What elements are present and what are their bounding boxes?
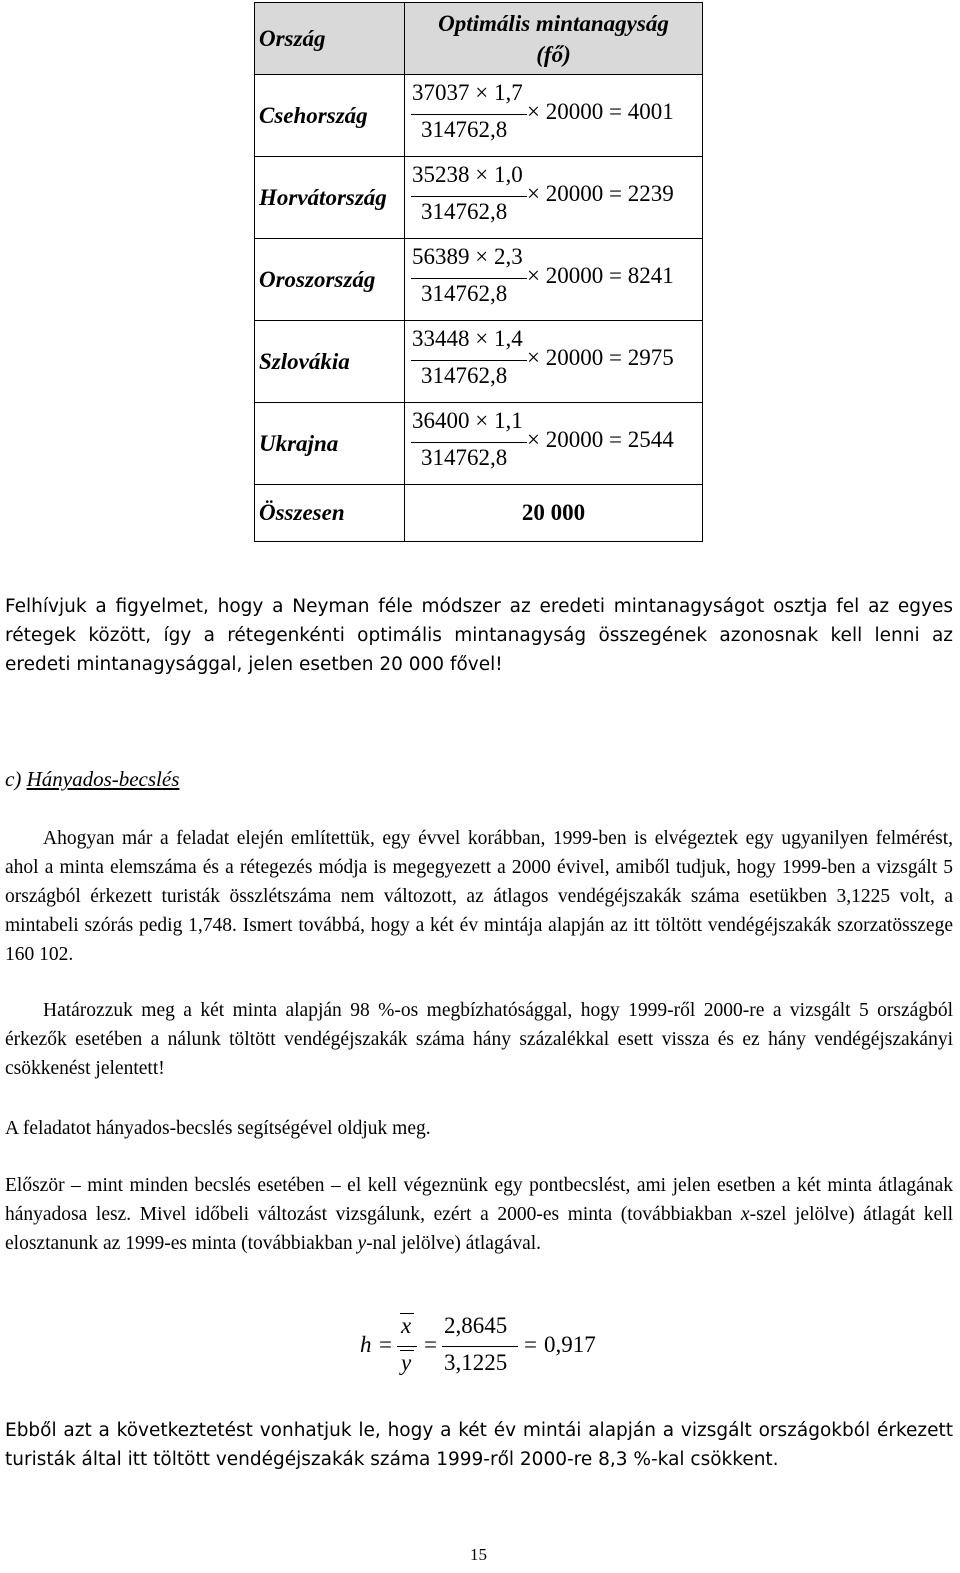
formula-denominator: 314762,8: [421, 445, 508, 470]
conclusion-paragraph: Ebből azt a következtetést vonhatjuk le, hogy a két év mintái alapján a vizsgált országokból érkezett turisták által itt töltött vendégéjszakák száma 1999-ről 2000-re 8,3 %-kal csökkent.: [5, 1420, 953, 1470]
eq-overline-y: [400, 1350, 414, 1351]
page-number: 15: [470, 1545, 487, 1564]
table-row: [255, 321, 703, 403]
section-letter: c): [5, 767, 22, 791]
section-heading: [5, 767, 179, 792]
header-sample-line2: (fő): [536, 41, 571, 67]
eq-numerator: 2,8645: [444, 1313, 508, 1338]
point-estimate-text-a: Először – mint minden becslés esetében – el kell végeznünk egy pontbecslést, ami jelen esetben a két minta átlagának hányadosa lesz. Mivel időbeli változást vizsgálunk, ezért a 2000-es minta (továbbiakban: [5, 1175, 953, 1225]
fraction-bar: [411, 360, 527, 361]
eq-sign-2: =: [424, 1332, 437, 1357]
formula-result: × 20000 = 2239: [527, 181, 674, 206]
formula-result: × 20000 = 2544: [527, 427, 674, 452]
country-cell: Csehország: [255, 75, 405, 157]
var-y: y: [357, 1233, 367, 1254]
formula-denominator: 314762,8: [421, 117, 508, 142]
var-x: x: [740, 1204, 750, 1225]
eq-denominator: 3,1225: [444, 1350, 508, 1375]
formula-cell: [405, 403, 703, 485]
point-estimate-paragraph: [5, 1171, 953, 1258]
eq-y-bar: y: [401, 1350, 412, 1375]
formula-numerator: 35238 × 1,0: [412, 162, 523, 187]
ratio-equation: [360, 1313, 620, 1378]
formula-numerator: 36400 × 1,1: [412, 408, 523, 433]
table-row: [255, 157, 703, 239]
task-paragraph: Határozzuk meg a két minta alapján 98 %-os megbízhatósággal, hogy 1999-ről 2000-re a vizsgált 5 országból érkezők esetében a nálunk töltött vendégéjszakák száma hány százalékkal esett vissza és ez hány vendégéjszakányi csökkenést jelentett!: [5, 1000, 953, 1079]
formula-denominator: 314762,8: [421, 281, 508, 306]
formula-result: × 20000 = 2975: [527, 345, 674, 370]
eq-overline-x: [400, 1313, 414, 1314]
method-paragraph: A feladatot hányados-becslés segítségével oldjuk meg.: [5, 1118, 431, 1139]
table-row: [255, 403, 703, 485]
eq-result: 0,917: [544, 1332, 596, 1357]
neyman-note-paragraph: Felhívjuk a figyelmet, hogy a Neyman féle módszer az eredeti mintanagyságot osztja fel az egyes rétegek között, így a rétegenkénti optimális mintanagyság összegének azonosnak kell lenni az eredeti mintanagysággal, jelen esetben 20 000 fővel!: [5, 596, 953, 675]
sample-size-table: [254, 2, 703, 542]
fraction-bar: [411, 196, 527, 197]
total-value: 20 000: [405, 485, 703, 542]
fraction-bar: [411, 278, 527, 279]
formula-cell: [405, 157, 703, 239]
formula-cell: [405, 75, 703, 157]
formula-numerator: 33448 × 1,4: [412, 326, 523, 351]
eq-sign-3: =: [524, 1332, 537, 1357]
country-cell: Horvátország: [255, 157, 405, 239]
header-sample-line1: Optimális mintanagyság: [438, 10, 669, 36]
eq-sign-1: =: [379, 1332, 392, 1357]
country-cell: Szlovákia: [255, 321, 405, 403]
header-country: Ország: [255, 3, 405, 75]
fraction-bar: [411, 114, 527, 115]
section-title: Hányados-becslés: [26, 767, 180, 791]
eq-x-bar: x: [401, 1313, 412, 1338]
eq-fraction-bar-2: [442, 1346, 518, 1347]
country-cell: Ukrajna: [255, 403, 405, 485]
formula-denominator: 314762,8: [421, 363, 508, 388]
header-sample-size: [405, 3, 703, 75]
formula-cell: [405, 321, 703, 403]
total-label: Összesen: [255, 485, 405, 542]
table-header-row: [255, 3, 703, 75]
formula-numerator: 37037 × 1,7: [412, 80, 523, 105]
eq-h: h: [360, 1332, 372, 1357]
eq-fraction-bar-1: [397, 1346, 417, 1347]
formula-result: × 20000 = 8241: [527, 263, 674, 288]
formula-numerator: 56389 × 2,3: [412, 244, 523, 269]
table-row: [255, 75, 703, 157]
formula-denominator: 314762,8: [421, 199, 508, 224]
table-total-row: [255, 485, 703, 542]
fraction-bar: [411, 442, 527, 443]
intro-paragraph: Ahogyan már a feladat elején említettük, egy évvel korábban, 1999-ben is elvégeztek egy ugyanilyen felmérést, ahol a minta elemszáma és a rétegezés módja is megegyezett a 2000 évivel, amiből tudjuk, hogy 1999-ben a vizsgált 5 országból érkezett turisták összlétszáma nem változott, az átlagos vendégéjszakák száma esetükben 3,1225 volt, a mintabeli szórás pedig 1,748. Ismert továbbá, hogy a két év mintája alapján az itt töltött vendégéjszakák szorzatösszege 160 102.: [5, 828, 953, 965]
point-estimate-text-c: -nal jelölve) átlagával.: [366, 1233, 542, 1254]
table-row: [255, 239, 703, 321]
point-estimate-text-b: -szel jelölve) átlagát kell elosztanunk az 1999-es minta (továbbiakban: [5, 1204, 954, 1254]
country-cell: Oroszország: [255, 239, 405, 321]
formula-cell: [405, 239, 703, 321]
formula-result: × 20000 = 4001: [527, 99, 674, 124]
